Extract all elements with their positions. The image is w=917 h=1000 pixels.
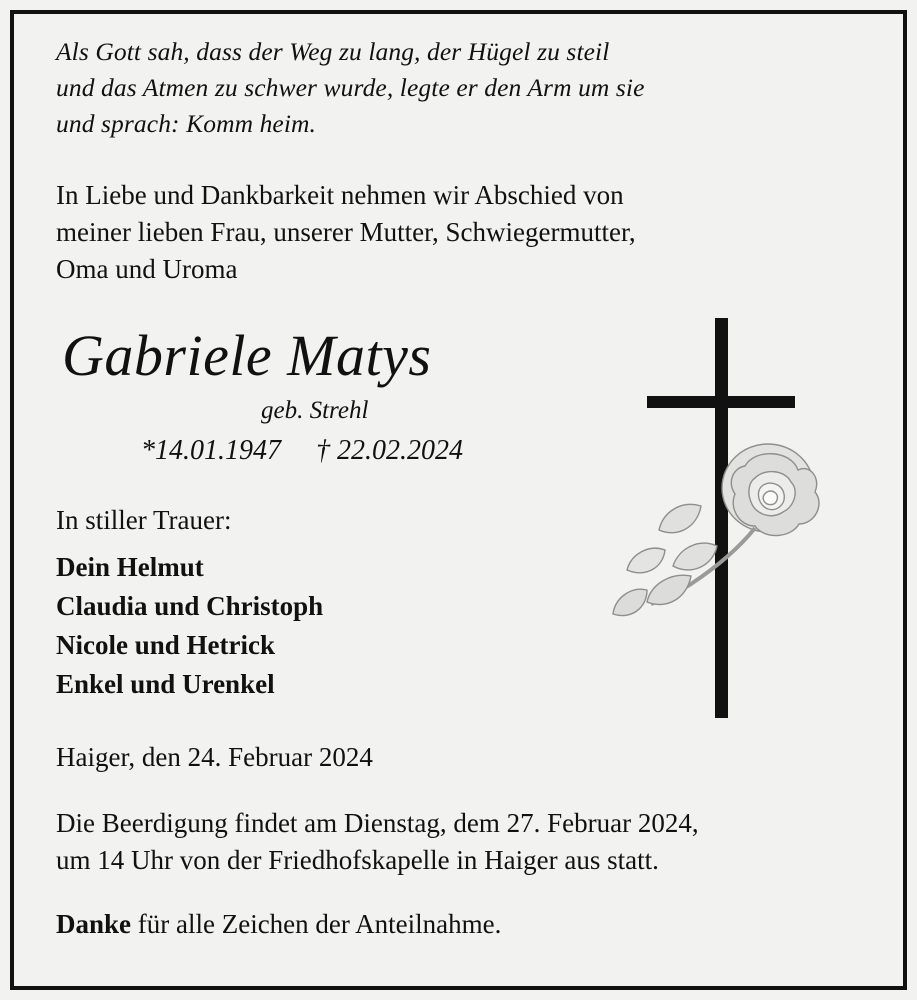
verse-line: und sprach: Komm heim. — [56, 109, 317, 139]
verse-line: und das Atmen zu schwer wurde, legte er den Arm um sie — [56, 73, 645, 103]
birth-death-dates: *14.01.1947 † 22.02.2024 — [141, 435, 463, 467]
rose-icon — [605, 428, 835, 648]
thanks-bold: Danke — [56, 909, 132, 940]
intro-line: meiner lieben Frau, unserer Mutter, Schwiegermutter, — [56, 216, 636, 247]
mourner-item: Claudia und Christoph — [56, 591, 324, 622]
verse-block — [56, 34, 696, 143]
intro-line: Oma und Uroma — [56, 254, 238, 285]
intro-line: In Liebe und Dankbarkeit nehmen wir Abschied von — [56, 179, 624, 210]
mourner-item: Dein Helmut — [56, 552, 204, 583]
mourner-item: Enkel und Urenkel — [56, 668, 275, 699]
funeral-line: Die Beerdigung findet am Dienstag, dem 27. Februar 2024, — [56, 807, 699, 838]
cross-and-rose-graphic — [625, 318, 855, 738]
thanks-line — [56, 909, 871, 940]
mourners-title: In stiller Trauer: — [56, 505, 232, 536]
thanks-rest: für alle Zeichen der Anteilnahme. — [131, 909, 502, 940]
verse-line: Als Gott sah, dass der Weg zu lang, der Hügel zu steil — [56, 37, 610, 66]
cross-crossbar-icon — [647, 396, 795, 408]
funeral-line: um 14 Uhr von der Friedhofskapelle in Haiger aus statt. — [56, 845, 659, 875]
funeral-details — [56, 805, 846, 880]
mourner-item: Nicole und Hetrick — [56, 630, 275, 660]
place-and-date: Haiger, den 24. Februar 2024 — [56, 741, 373, 772]
intro-block — [56, 177, 816, 289]
deceased-name: Gabriele Matys — [62, 323, 432, 389]
maiden-name: geb. Strehl — [261, 397, 369, 425]
